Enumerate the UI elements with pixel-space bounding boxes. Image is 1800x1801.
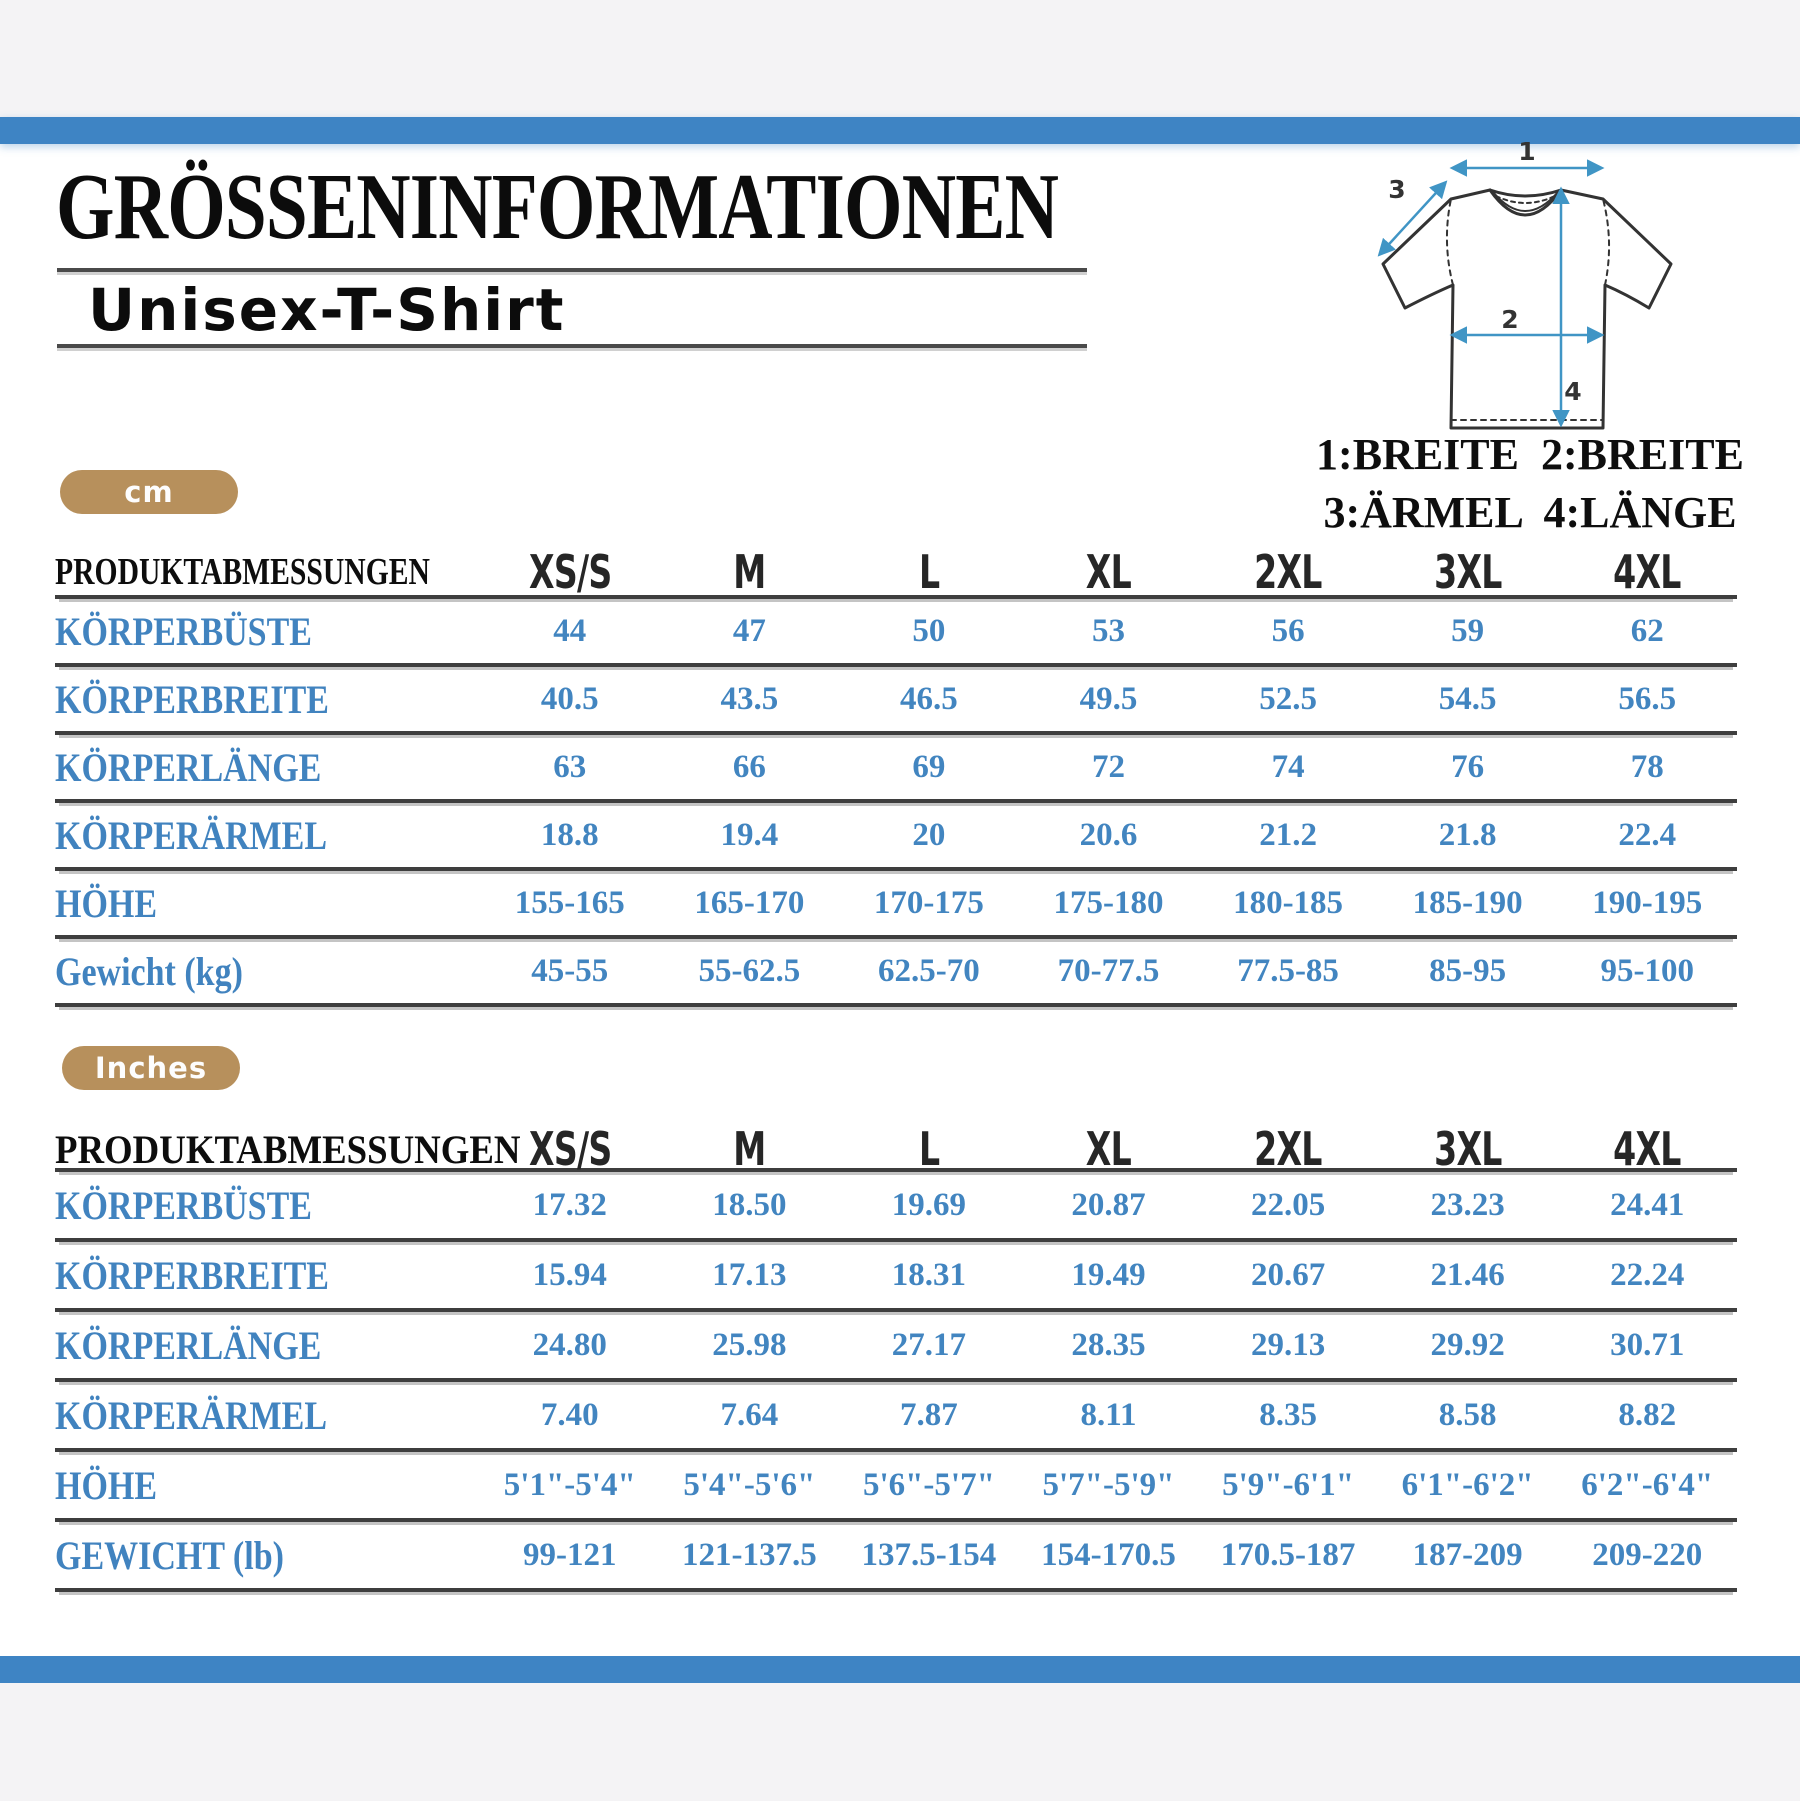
measurement-row xyxy=(55,667,1737,735)
measurement-value: 55-62.5 xyxy=(698,952,801,989)
measurement-value: 19.49 xyxy=(1071,1256,1146,1293)
measurement-value: 52.5 xyxy=(1259,680,1317,717)
measurement-value: 62.5-70 xyxy=(878,952,980,989)
measurement-value: 24.41 xyxy=(1610,1186,1685,1223)
marker-3-label: 3 xyxy=(1388,175,1406,204)
size-column-header: XL xyxy=(1085,545,1132,599)
size-column-header: L xyxy=(918,545,940,599)
measurement-value: 22.4 xyxy=(1618,816,1677,853)
size-column-header: 4XL xyxy=(1613,545,1681,599)
measurement-value: 209-220 xyxy=(1592,1536,1703,1573)
measurement-value: 5'4"-5'6" xyxy=(683,1466,816,1503)
measurement-value: 59 xyxy=(1451,612,1485,649)
measurement-value: 23.23 xyxy=(1430,1186,1505,1223)
size-table-cm xyxy=(55,545,1737,1007)
marker-2-label: 2 xyxy=(1501,305,1519,334)
measurement-value: 30.71 xyxy=(1610,1326,1685,1363)
measurement-label: KÖRPERBREITE xyxy=(55,1252,329,1298)
measurement-value: 56.5 xyxy=(1618,680,1677,717)
measurement-row xyxy=(55,1452,1737,1522)
size-column-header: M xyxy=(733,1122,766,1176)
legend-line-1: 1:BREITE 2:BREITE xyxy=(1316,430,1744,479)
measurement-value: 5'6"-5'7" xyxy=(862,1466,995,1503)
measurement-value: 24.80 xyxy=(532,1326,607,1363)
measurement-value: 25.98 xyxy=(712,1326,787,1363)
measurement-row xyxy=(55,1522,1737,1592)
page-subtitle: Unisex-T-Shirt xyxy=(88,276,566,344)
measurement-value: 180-185 xyxy=(1233,884,1344,921)
measurement-value: 20 xyxy=(912,816,946,853)
unit-badge-inches: Inches xyxy=(62,1046,240,1090)
measurement-row xyxy=(55,1242,1737,1312)
measurement-value: 17.13 xyxy=(712,1256,787,1293)
measurement-label: KÖRPERÄRMEL xyxy=(55,812,327,858)
measurement-value: 40.5 xyxy=(540,680,599,717)
measurement-value: 78 xyxy=(1630,748,1664,785)
measurement-value: 29.92 xyxy=(1430,1326,1505,1363)
measurement-value: 21.46 xyxy=(1430,1256,1505,1293)
measurement-value: 70-77.5 xyxy=(1057,952,1160,989)
legend-line-2: 3:ÄRMEL 4:LÄNGE xyxy=(1323,488,1737,537)
page-title: GRÖSSENINFORMATIONEN xyxy=(56,155,1059,259)
size-table-inches xyxy=(55,1122,1737,1592)
measurement-value: 5'9"-6'1" xyxy=(1222,1466,1355,1503)
measurement-value: 20.6 xyxy=(1079,816,1138,853)
measurement-label: Gewicht (kg) xyxy=(55,948,243,994)
unit-badge-cm: cm xyxy=(60,470,238,514)
dimensions-header-label: PRODUKTABMESSUNGEN xyxy=(55,1126,521,1172)
measurement-value: 50 xyxy=(912,612,946,649)
measurement-value: 46.5 xyxy=(900,680,958,717)
measurement-row xyxy=(55,1382,1737,1452)
measurement-value: 43.5 xyxy=(720,680,779,717)
measurement-value: 99-121 xyxy=(523,1536,617,1573)
measurement-value: 62 xyxy=(1630,612,1664,649)
size-column-header: 2XL xyxy=(1254,1122,1322,1176)
measurement-value: 185-190 xyxy=(1412,884,1523,921)
measurement-value: 69 xyxy=(912,748,946,785)
measurement-value: 21.2 xyxy=(1259,816,1317,853)
measurement-value: 6'2"-6'4" xyxy=(1581,1466,1714,1503)
measurement-value: 29.13 xyxy=(1250,1326,1326,1363)
top-blue-bar xyxy=(0,117,1800,144)
measurement-label: KÖRPERBÜSTE xyxy=(55,608,312,654)
measurement-value: 19.4 xyxy=(720,816,779,853)
measurement-value: 5'7"-5'9" xyxy=(1042,1466,1175,1503)
size-column-header: XS/S xyxy=(528,545,612,599)
measurement-label: KÖRPERBÜSTE xyxy=(55,1182,312,1228)
bottom-margin-strip xyxy=(0,1683,1800,1801)
title-underline xyxy=(57,268,1087,272)
measurement-row xyxy=(55,1312,1737,1382)
measurement-row xyxy=(55,871,1737,939)
measurement-value: 85-95 xyxy=(1429,952,1507,989)
dimensions-header-label: PRODUKTABMESSUNGEN xyxy=(55,551,430,593)
measurement-label: HÖHE xyxy=(55,1462,158,1508)
measurement-value: 170.5-187 xyxy=(1220,1536,1356,1573)
measurement-value: 47 xyxy=(732,612,766,649)
measurement-row xyxy=(55,1172,1737,1242)
measurement-row xyxy=(55,735,1737,803)
size-column-header: XL xyxy=(1085,1122,1132,1176)
size-column-header: L xyxy=(918,1122,940,1176)
measurement-row xyxy=(55,803,1737,871)
tshirt-outline-icon xyxy=(1383,190,1671,428)
measurement-label: KÖRPERLÄNGE xyxy=(55,744,322,790)
measurement-value: 22.05 xyxy=(1250,1186,1326,1223)
measurement-value: 27.17 xyxy=(891,1326,967,1363)
subtitle-underline xyxy=(57,344,1087,348)
measurement-value: 20.67 xyxy=(1250,1256,1326,1293)
measurement-value: 155-165 xyxy=(514,884,625,921)
top-margin-strip xyxy=(0,0,1800,117)
measurement-value: 45-55 xyxy=(531,952,609,989)
measurement-value: 175-180 xyxy=(1053,884,1164,921)
measurement-value: 18.8 xyxy=(540,816,599,853)
measurement-value: 17.32 xyxy=(532,1186,607,1223)
measurement-value: 76 xyxy=(1451,748,1485,785)
measurement-value: 77.5-85 xyxy=(1237,952,1339,989)
measurement-value: 137.5-154 xyxy=(861,1536,997,1573)
measurement-value: 54.5 xyxy=(1438,680,1497,717)
measurement-row xyxy=(55,599,1737,667)
measurement-value: 187-209 xyxy=(1412,1536,1523,1573)
measurement-value: 18.31 xyxy=(891,1256,967,1293)
measurement-value: 49.5 xyxy=(1079,680,1138,717)
measurement-label: HÖHE xyxy=(55,880,158,926)
measurement-value: 53 xyxy=(1091,612,1125,649)
measurement-label: KÖRPERLÄNGE xyxy=(55,1322,322,1368)
size-column-header: 3XL xyxy=(1433,1122,1502,1176)
measurement-value: 8.35 xyxy=(1259,1396,1317,1433)
measurement-value: 8.58 xyxy=(1438,1396,1497,1433)
measurement-value: 21.8 xyxy=(1438,816,1497,853)
size-column-header: 4XL xyxy=(1613,1122,1681,1176)
measurement-value: 74 xyxy=(1271,748,1305,785)
measurement-value: 19.69 xyxy=(891,1186,967,1223)
measurement-value: 18.50 xyxy=(712,1186,787,1223)
size-column-header: XS/S xyxy=(528,1122,612,1176)
bottom-blue-bar xyxy=(0,1656,1800,1683)
marker-4-label: 4 xyxy=(1564,377,1582,406)
table-header-row xyxy=(55,1122,1737,1176)
measurement-value: 121-137.5 xyxy=(681,1536,817,1573)
measurement-value: 6'1"-6'2" xyxy=(1401,1466,1534,1503)
measurement-value: 5'1"-5'4" xyxy=(503,1466,636,1503)
tshirt-diagram-icon xyxy=(1355,142,1685,442)
measurement-value: 8.11 xyxy=(1080,1396,1137,1433)
size-column-header: 2XL xyxy=(1254,545,1322,599)
table-header-row xyxy=(55,545,1737,599)
measurement-label: KÖRPERÄRMEL xyxy=(55,1392,327,1438)
measurement-value: 56 xyxy=(1271,612,1305,649)
measurement-value: 22.24 xyxy=(1610,1256,1685,1293)
measurement-value: 72 xyxy=(1091,748,1125,785)
measurement-value: 15.94 xyxy=(532,1256,607,1293)
measurement-value: 20.87 xyxy=(1071,1186,1146,1223)
measurement-value: 44 xyxy=(553,612,587,649)
measurement-row xyxy=(55,939,1737,1007)
measurement-value: 7.87 xyxy=(900,1396,958,1433)
measurement-value: 63 xyxy=(553,748,587,785)
measurement-label: GEWICHT (lb) xyxy=(55,1532,284,1578)
marker-1-label: 1 xyxy=(1518,142,1536,166)
measurement-label: KÖRPERBREITE xyxy=(55,676,329,722)
measurement-value: 95-100 xyxy=(1600,952,1694,989)
measurement-value: 154-170.5 xyxy=(1041,1536,1176,1573)
measurement-value: 8.82 xyxy=(1618,1396,1677,1433)
measurement-legend xyxy=(1235,426,1800,542)
measurement-value: 7.40 xyxy=(540,1396,599,1433)
measurement-value: 165-170 xyxy=(694,884,805,921)
size-column-header: M xyxy=(733,545,766,599)
measurement-value: 66 xyxy=(732,748,766,785)
measurement-value: 190-195 xyxy=(1592,884,1703,921)
measurement-value: 7.64 xyxy=(720,1396,779,1433)
measurement-value: 170-175 xyxy=(873,884,984,921)
measurement-value: 28.35 xyxy=(1071,1326,1146,1363)
size-column-header: 3XL xyxy=(1433,545,1502,599)
